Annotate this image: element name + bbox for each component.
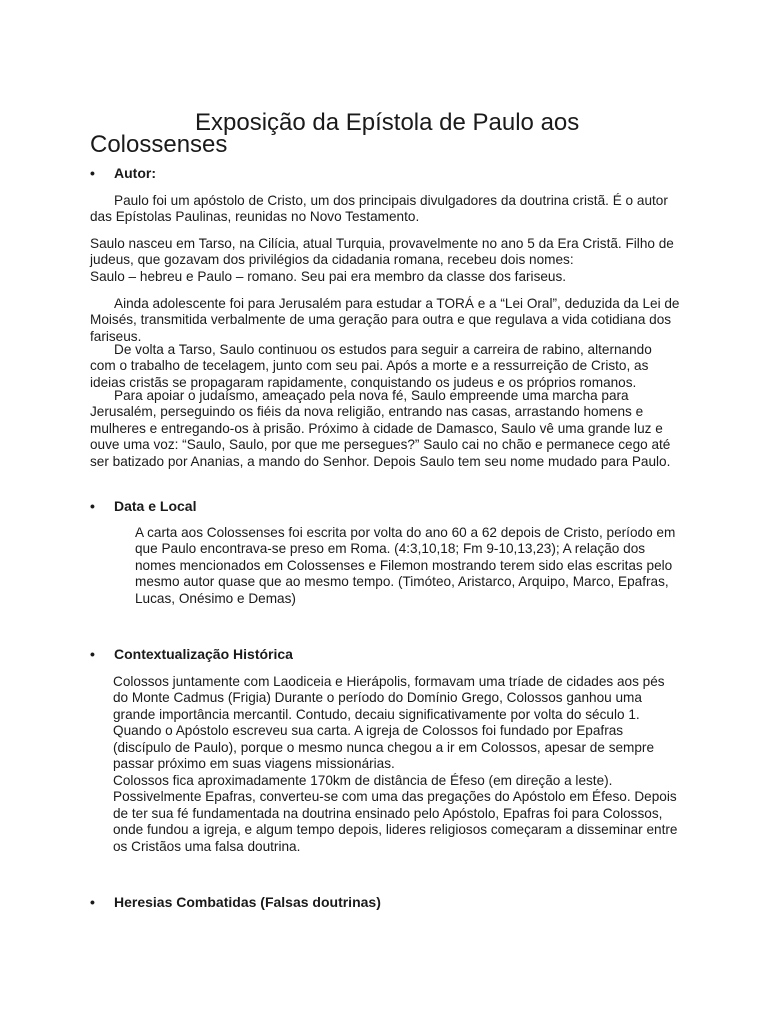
section-heading-label: Data e Local: [114, 498, 197, 514]
paragraph-contexto-2: Colossos fica aproximadamente 170km de distância de Éfeso (em direção a leste). Possivelmente Epafras, converteu-se com uma das pregações do Apóstolo em Éfeso. Depois de ter sua fé fundamentada na doutrina ensinado pelo Apóstolo, Epafras foi para Colossos, onde fundou a igreja, e algum tempo depois, lideres religiosos começaram a disseminar entre os Cristãos uma falsa doutrina.: [113, 773, 678, 854]
paragraph-adolescence: Ainda adolescente foi para Jerusalém para estudar a TORÁ e a “Lei Oral”, deduzida da Lei de Moisés, transmitida verbalmente de uma geração para outra e que regulava a vida cotidiana dos fariseus.: [90, 296, 680, 344]
paragraph-data-local: A carta aos Colossenses foi escrita por volta do ano 60 a 62 depois de Cristo, período em que Paulo encontrava-se preso em Roma. (4:3,10,18; Fm 9-10,13,23); A relação dos nomes mencionados em Colossenses e Filemon mostrando terem sido elas escritas pelo mesmo autor quase que ao mesmo tempo. (Timóteo, Aristarco, Arquipo, Marco, Epafras, Lucas, Onésimo e Demas): [135, 525, 676, 606]
title-line-1: Exposição da Epístola de Paulo aos: [195, 109, 580, 136]
section-heading-heresias: [90, 894, 381, 910]
bullet-icon: •: [90, 646, 95, 662]
section-heading-contexto: [90, 646, 293, 662]
paragraph-saulo-birth: Saulo nasceu em Tarso, na Cilícia, atual Turquia, provavelmente no ano 5 da Era Cristã. Filho de judeus, que gozavam dos privilégios da cidadania romana, recebeu dois nomes: Saulo – hebreu e Paulo – romano. Seu pai era membro da classe dos fariseus.: [90, 236, 674, 284]
paragraph-contexto-1: Colossos juntamente com Laodiceia e Hierápolis, formavam uma tríade de cidades aos pés do Monte Cadmus (Frigia) Durante o período do Domínio Grego, Colossos ganhou uma grande importância mercantil. Contudo, decaiu significativamente por volta do século 1. Quando o Apóstolo escreveu sua carta. A igreja de Colossos foi fundado por Epafras (discípulo de Paulo), porque o mesmo nunca chegou a ir em Colossos, apesar de sempre passar próximo em suas viagens missionárias.: [113, 674, 665, 772]
title-line-2: Colossenses: [90, 131, 228, 158]
section-heading-label: Heresias Combatidas (Falsas doutrinas): [114, 894, 381, 910]
section-heading-label: Autor:: [114, 165, 156, 181]
document-title: [90, 109, 690, 158]
section-heading-autor: [90, 165, 156, 181]
paragraph-autor-intro: Paulo foi um apóstolo de Cristo, um dos principais divulgadores da doutrina cristã. É o autor das Epístolas Paulinas, reunidas no Novo Testamento.: [90, 193, 668, 225]
bullet-icon: •: [90, 894, 95, 910]
paragraph-conversion: Para apoiar o judaísmo, ameaçado pela nova fé, Saulo empreende uma marcha para Jerusalém, perseguindo os fiéis da nova religião, entrando nas casas, arrastando homens e mulheres e entregando-os à prisão. Próximo à cidade de Damasco, Saulo vê uma grande luz e ouve uma voz: “Saulo, Saulo, por que me persegues?” Saulo cai no chão e permanece cego até ser batizado por Ananias, a mando do Senhor. Depois Saulo tem seu nome mudado para Paulo.: [90, 388, 671, 469]
section-heading-label: Contextualização Histórica: [114, 646, 293, 662]
paragraph-return-tarso: De volta a Tarso, Saulo continuou os estudos para seguir a carreira de rabino, alternando com o trabalho de tecelagem, junto com seu pai. Após a morte e a ressurreição de Cristo, as ideias cristãs se propagaram rapidamente, conquistando os judeus e os próprios romanos.: [90, 342, 652, 390]
bullet-icon: •: [90, 498, 95, 514]
section-heading-data-local: [90, 498, 196, 514]
bullet-icon: •: [90, 165, 95, 181]
